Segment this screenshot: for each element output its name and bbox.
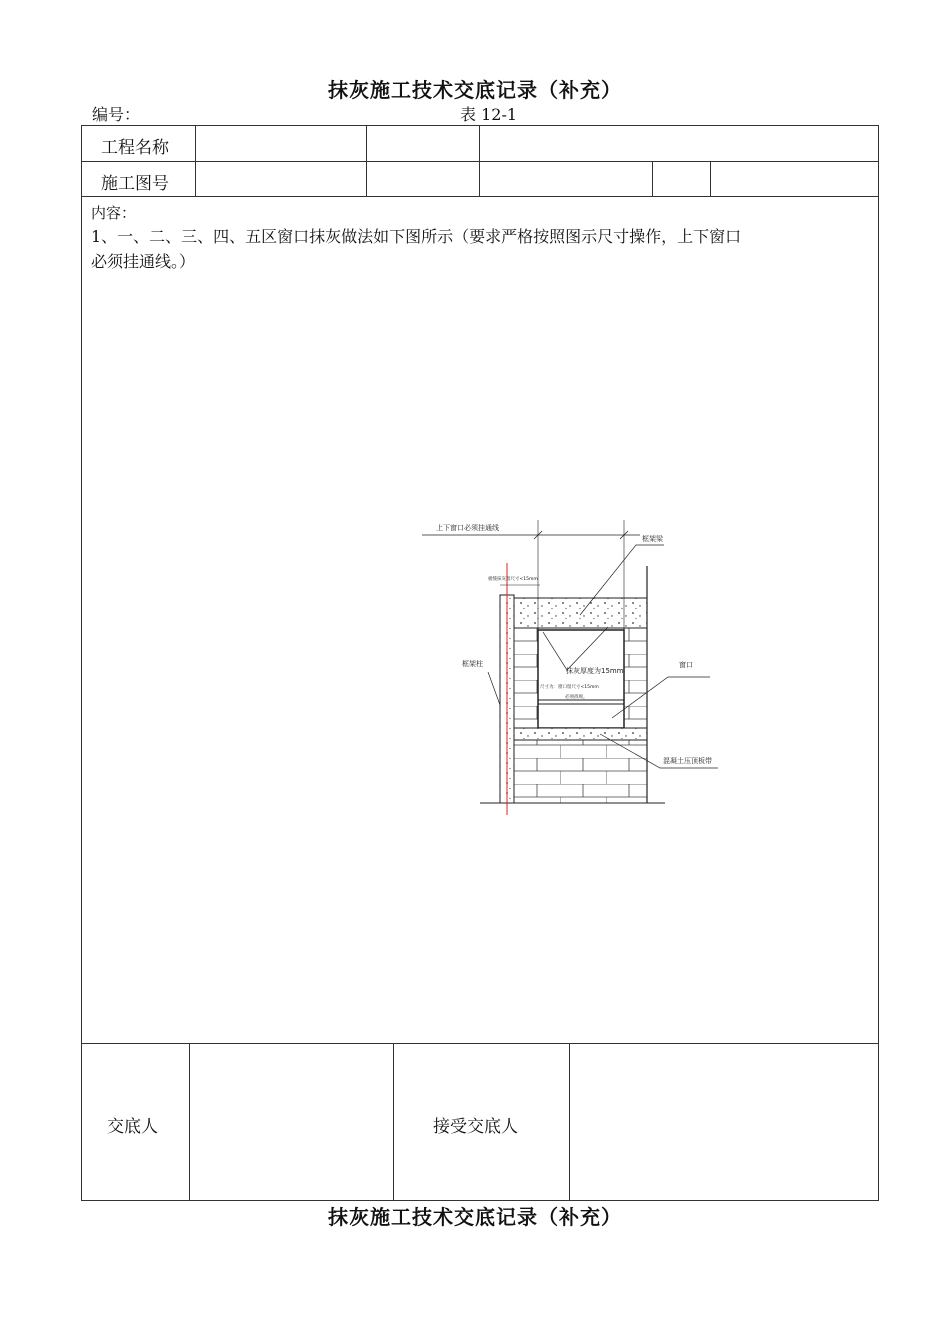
document-title-repeat: 抹灰施工技术交底记录（补充） (328, 1205, 622, 1229)
diagram-window-note-2: 必须找规。 (565, 695, 588, 700)
diagram-window-note-1: 尺寸为：窗口留尺寸<15mm (540, 685, 599, 690)
drawing-number-label: 施工图号 (101, 174, 169, 194)
document-title: 抹灰施工技术交底记录（补充） (328, 78, 622, 102)
table-number: 表 12-1 (460, 105, 518, 124)
receiver-label: 接受交底人 (433, 1117, 518, 1137)
diagram-window-label: 窗口 (679, 661, 693, 669)
diagram-thickness-label: 抹灰厚度为15mm (566, 667, 624, 675)
content-line-2: 必须挂通线。） (91, 252, 196, 271)
project-name-label: 工程名称 (101, 138, 169, 158)
content-heading: 内容： (91, 204, 137, 222)
diagram-column-label: 框架柱 (462, 660, 483, 668)
content-line-1: 1、一、二、三、四、五区窗口抹灰做法如下图所示（要求严格按照图示尺寸操作，上下窗口 (91, 227, 742, 246)
diagram-dimension-note: 板缝抹灰留尺寸<15mm (488, 577, 538, 582)
diagram-top-note: 上下窗口必须挂通线 (436, 524, 499, 532)
serial-label: 编号： (92, 105, 141, 124)
diagram-beam-label: 框架梁 (642, 535, 663, 543)
presenter-label: 交底人 (107, 1117, 158, 1137)
diagram-band-label: 混凝土压顶板带 (663, 757, 712, 765)
